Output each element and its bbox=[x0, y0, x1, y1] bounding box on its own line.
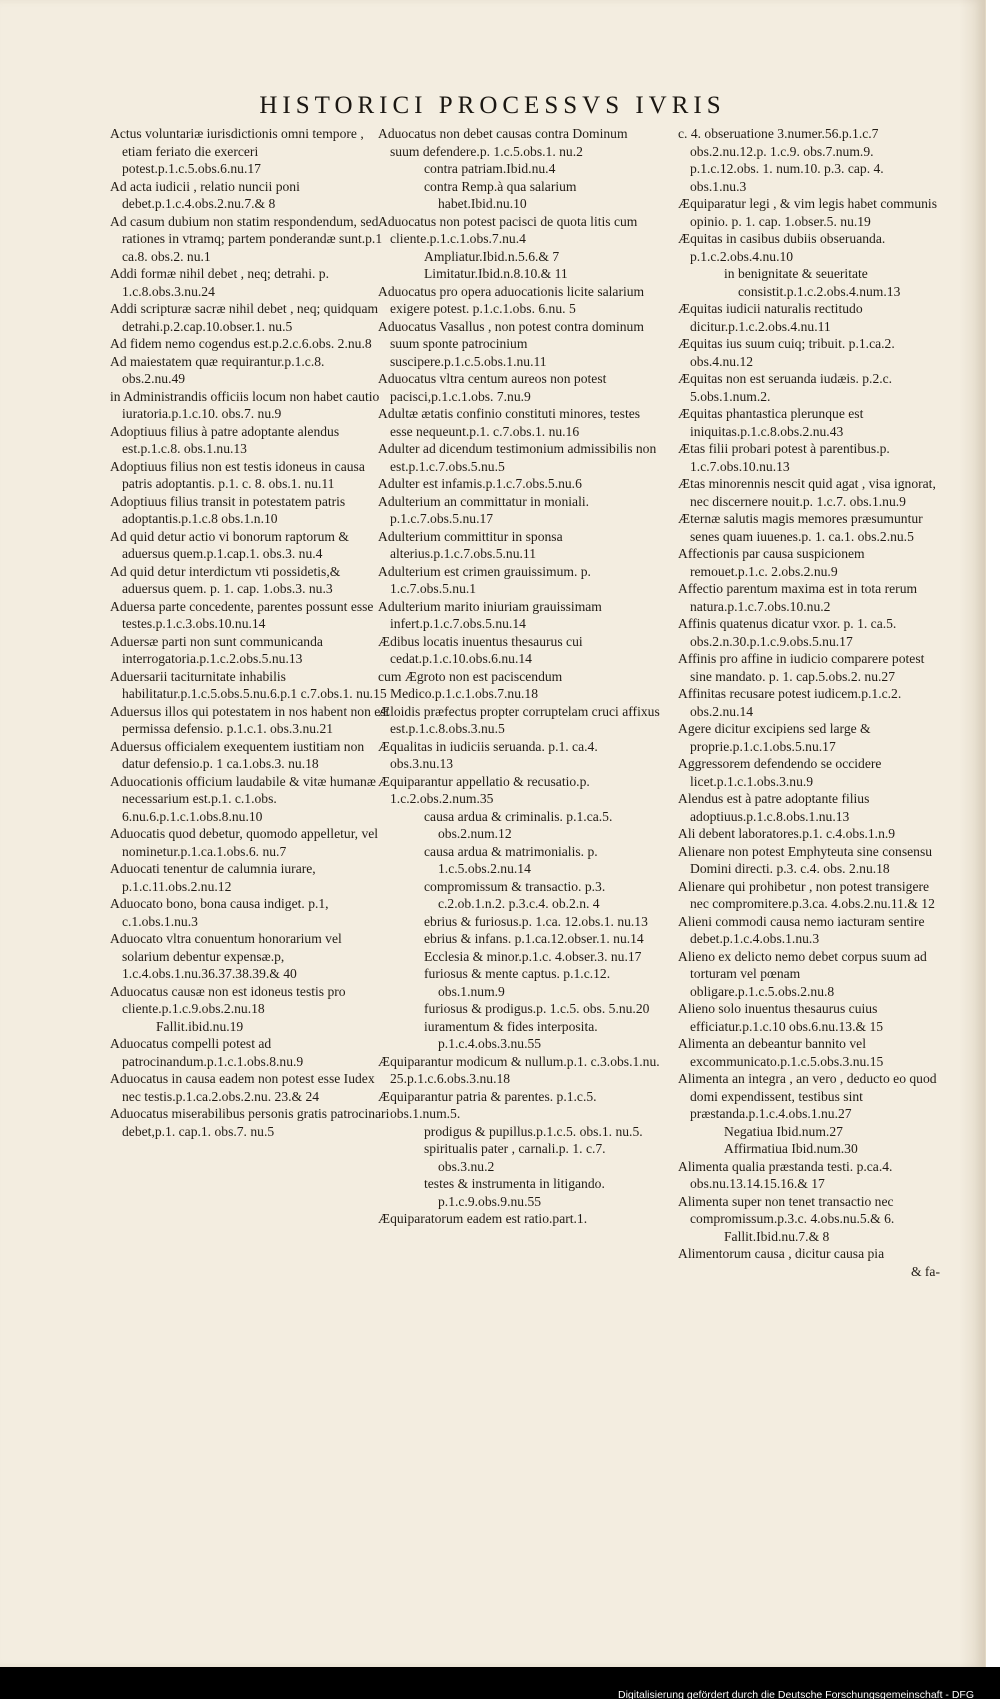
index-entry: Aduocato bono, bona causa indiget. p.1, c.1.obs.1.nu.3 bbox=[110, 896, 329, 929]
index-entry: Æquiparatorum eadem est ratio.part.1. bbox=[378, 1211, 588, 1226]
index-entry: Adulterium an committatur in moniali. p.1.c.7.obs.5.nu.17 bbox=[378, 493, 590, 526]
index-entry: Affectio parentum maxima est in tota rerum natura.p.1.c.7.obs.10.nu.2 bbox=[678, 581, 918, 614]
index-entry: Ad quid detur interdictum vti possidetis,& aduersus quem. p. 1. cap. 1.obs.3. nu.3 bbox=[110, 563, 341, 596]
index-entry: Aggressorem defendendo se occidere licet.p.1.c.1.obs.3.nu.9 bbox=[678, 756, 882, 789]
index-entry: Adoptiuus filius transit in potestatem patris adoptantis.p.1.c.8 obs.1.n.10 bbox=[110, 493, 346, 526]
index-entry: Æternæ salutis magis memores præsumuntur senes quam iuuenes.p. 1. ca.1. obs.2.nu.5 bbox=[678, 511, 923, 544]
index-entry: Addi formæ nihil debet , neq; detrahi. p. 1.c.8.obs.3.nu.24 bbox=[110, 266, 329, 299]
index-entry: Alieno ex delicto nemo debet corpus suum ad torturam vel pœnam obligare.p.1.c.5.obs.2.nu.8 bbox=[678, 948, 927, 999]
index-entry: in Administrandis officiis locum non habet cautio iuratoria.p.1.c.10. obs.7. nu.9 bbox=[110, 388, 380, 421]
index-entry: Alimenta qualia præstanda testi. p.ca.4. obs.nu.13.14.15.16.& 17 bbox=[678, 1158, 893, 1191]
index-entry: Aduocatus non debet causas contra Dominum suum defendere.p. 1.c.5.obs.1. nu.2 bbox=[378, 126, 628, 159]
index-entry: Æquiparatur legi , & vim legis habet communis opinio. p. 1. cap. 1.obser.5. nu.19 bbox=[678, 196, 937, 229]
index-entry: Ætas filii probari potest à parentibus.p. 1.c.7.obs.10.nu.13 bbox=[678, 441, 890, 474]
index-subentry: Limitatur.Ibid.n.8.10.& 11 bbox=[424, 266, 568, 281]
index-subentry: causa ardua & criminalis. p.1.ca.5. obs.2.num.12 bbox=[424, 808, 613, 841]
index-subentry: Negatiua Ibid.num.27 bbox=[724, 1123, 843, 1139]
index-subentry: Ecclesia & minor.p.1.c. 4.obser.3. nu.17 bbox=[424, 948, 642, 964]
index-entry: cum Ægroto non est paciscendum Medico.p.1.c.1.obs.7.nu.18 bbox=[378, 668, 563, 701]
index-entry: Aduersæ parti non sunt communicanda interrogatoria.p.1.c.2.obs.5.nu.13 bbox=[110, 633, 323, 666]
index-subentry: testes & instrumenta in litigando. p.1.c.9.obs.9.nu.55 bbox=[424, 1176, 605, 1209]
index-subentry: ebrius & infans. p.1.ca.12.obser.1. nu.14 bbox=[424, 931, 644, 946]
index-entry: Alienare qui prohibetur , non potest transigere nec compromitere.p.3.ca. 4.obs.2.nu.11.& 12 bbox=[678, 878, 935, 911]
index-entry: Ad quid detur actio vi bonorum raptorum & aduersus quem.p.1.cap.1. obs.3. nu.4 bbox=[110, 528, 349, 561]
index-entry: Aduocatus compelli potest ad patrocinandum.p.1.c.1.obs.8.nu.9 bbox=[110, 1036, 304, 1069]
index-entry: Alimenta an debeantur bannito vel excommunicato.p.1.c.5.obs.3.nu.15 bbox=[678, 1036, 884, 1069]
index-entry: Aduocatus vltra centum aureos non potest pacisci,p.1.c.1.obs. 7.nu.9 bbox=[378, 371, 607, 404]
index-entry: Adulterium committitur in sponsa alterius.p.1.c.7.obs.5.nu.11 bbox=[378, 528, 563, 561]
index-entry: Aduocatus Vasallus , non potest contra dominum suum sponte patrocinium suscipere.p.1.c.5.obs.1.nu.11 bbox=[378, 318, 644, 369]
index-entry: Aduocatus miserabilibus personis gratis patrocinari debet,p.1. cap.1. obs.7. nu.5 bbox=[110, 1106, 390, 1139]
index-entry: Æquiparantur patria & parentes. p.1.c.5. obs.1.num.5. bbox=[378, 1088, 597, 1121]
index-subentry: in benignitate & seueritate consistit.p.1.c.2.obs.4.num.13 bbox=[724, 266, 901, 299]
index-subentry: spiritualis pater , carnali.p. 1. c.7. obs.3.nu.2 bbox=[424, 1141, 606, 1174]
index-entry: Addi scripturæ sacræ nihil debet , neq; quidquam detrahi.p.2.cap.10.obser.1. nu.5 bbox=[110, 301, 379, 334]
index-entry: Æquiparantur modicum & nullum.p.1. c.3.obs.1.nu. 25.p.1.c.6.obs.3.nu.18 bbox=[378, 1053, 660, 1086]
index-column-3 bbox=[678, 125, 940, 1280]
index-entry: Affinitas recusare potest iudicem.p.1.c.2. obs.2.nu.14 bbox=[678, 686, 902, 719]
index-entry: Affinis pro affine in iudicio comparere potest sine mandato. p. 1. cap.5.obs.2. nu.27 bbox=[678, 651, 925, 684]
index-subentry: causa ardua & matrimonialis. p. 1.c.5.obs.2.nu.14 bbox=[424, 843, 598, 876]
index-entry: Alimenta super non tenet transactio nec compromissum.p.3.c. 4.obs.nu.5.& 6. bbox=[678, 1193, 895, 1226]
index-entry: Alimentorum causa , dicitur causa pia bbox=[678, 1246, 885, 1261]
index-subentry: ebrius & furiosus.p. 1.ca. 12.obs.1. nu.13 bbox=[424, 913, 648, 929]
index-entry: Adoptiuus filius à patre adoptante alendus est.p.1.c.8. obs.1.nu.13 bbox=[110, 423, 340, 456]
index-entry: Alendus est à patre adoptante filius adoptiuus.p.1.c.8.obs.1.nu.13 bbox=[678, 791, 870, 824]
index-entry: Ali debent laboratores.p.1. c.4.obs.1.n.9 bbox=[678, 826, 896, 841]
index-entry: Affinis quatenus dicatur vxor. p. 1. ca.5. obs.2.n.30.p.1.c.9.obs.5.nu.17 bbox=[678, 616, 897, 649]
index-entry: Aduocati tenentur de calumnia iurare, p.1.c.11.obs.2.nu.12 bbox=[110, 861, 316, 894]
index-entry: Aduocatus pro opera aduocationis licite salarium exigere potest. p.1.c.1.obs. 6.nu. 5 bbox=[378, 283, 645, 316]
index-entry: Æquiparantur appellatio & recusatio.p. 1.c.2.obs.2.num.35 bbox=[378, 773, 590, 806]
index-column-1 bbox=[110, 125, 390, 1140]
index-subentry: Ampliatur.Ibid.n.5.6.& 7 bbox=[424, 248, 560, 264]
index-entry: Æquitas ius suum cuiq; tribuit. p.1.ca.2. obs.4.nu.12 bbox=[678, 336, 895, 369]
index-entry: Aduersarii taciturnitate inhabilis habilitatur.p.1.c.5.obs.5.nu.6.p.1 c.7.obs.1. nu.15 bbox=[110, 668, 387, 701]
index-entry: Ætas minorennis nescit quid agat , visa ignorat, nec discernere nouit.p. 1.c.7. obs.1.nu.9 bbox=[678, 476, 936, 509]
index-entry: Ad maiestatem quæ requirantur.p.1.c.8. obs.2.nu.49 bbox=[110, 353, 325, 386]
index-subentry: contra Remp.à qua salarium habet.Ibid.nu.10 bbox=[424, 178, 577, 211]
index-entry: & fa- bbox=[910, 1263, 940, 1279]
index-subentry: furiosus & prodigus.p. 1.c.5. obs. 5.nu.20 bbox=[424, 1001, 650, 1016]
index-entry: Adultæ ætatis confinio constituti minores, testes esse nequeunt.p.1. c.7.obs.1. nu.16 bbox=[378, 406, 641, 439]
index-entry: Æloidis præfectus propter corruptelam cruci affixus est.p.1.c.8.obs.3.nu.5 bbox=[378, 703, 660, 736]
index-entry: Ad acta iudicii , relatio nuncii poni debet.p.1.c.4.obs.2.nu.7.& 8 bbox=[110, 178, 300, 211]
index-entry: Adulterium est crimen grauissimum. p. 1.c.7.obs.5.nu.1 bbox=[378, 563, 591, 596]
index-entry: Actus voluntariæ iurisdictionis omni tempore , etiam feriato die exerceri potest.p.1.c.5.obs.6.nu.17 bbox=[110, 126, 364, 176]
index-entry: Æqualitas in iudiciis seruanda. p.1. ca.4. obs.3.nu.13 bbox=[378, 738, 598, 771]
index-subentry: prodigus & pupillus.p.1.c.5. obs.1. nu.5. bbox=[424, 1123, 643, 1139]
index-column-2 bbox=[378, 125, 660, 1228]
index-entry: Adulter est infamis.p.1.c.7.obs.5.nu.6 bbox=[378, 476, 582, 491]
index-entry: Adulter ad dicendum testimonium admissibilis non est.p.1.c.7.obs.5.nu.5 bbox=[378, 441, 657, 474]
index-entry: Æquitas iudicii naturalis rectitudo dicitur.p.1.c.2.obs.4.nu.11 bbox=[678, 301, 863, 334]
footer-credit: Digitalisierung gefördert durch die Deutsche Forschungsgemeinschaft - DFG bbox=[617, 1689, 974, 1701]
index-subentry: contra patriam.Ibid.nu.4 bbox=[424, 161, 556, 176]
index-entry: Æquitas phantastica plerunque est iniquitas.p.1.c.8.obs.2.nu.43 bbox=[678, 406, 864, 439]
index-entry: Aduersus illos qui potestatem in nos habent non est permissa defensio. p.1.c.1. obs.3.nu.21 bbox=[110, 703, 390, 736]
index-entry: Adoptiuus filius non est testis idoneus in causa patris adoptantis. p.1. c. 8. obs.1. nu.11 bbox=[110, 458, 365, 491]
index-entry: Æquitas non est seruanda iudæis. p.2.c. 5.obs.1.num.2. bbox=[678, 371, 893, 404]
index-subentry: furiosus & mente captus. p.1.c.12. obs.1.num.9 bbox=[424, 966, 611, 999]
index-entry: Aduersa parte concedente, parentes possunt esse testes.p.1.c.3.obs.10.nu.14 bbox=[110, 598, 374, 631]
index-entry: Alieno solo inuentus thesaurus cuius efficiatur.p.1.c.10 obs.6.nu.13.& 15 bbox=[678, 1001, 884, 1034]
index-subentry: compromissum & transactio. p.3. c.2.ob.1.n.2. p.3.c.4. ob.2.n. 4 bbox=[424, 878, 606, 911]
page-gutter-shadow bbox=[959, 0, 985, 1667]
index-entry: c. 4. obseruatione 3.numer.56.p.1.c.7 obs.2.nu.12.p. 1.c.9. obs.7.num.9. p.1.c.12.obs. 1. num.10. p.3. cap. 4. obs.1.nu.3 bbox=[678, 126, 884, 194]
index-entry: Affectionis par causa suspicionem remouet.p.1.c. 2.obs.2.nu.9 bbox=[678, 546, 865, 579]
index-entry: Aduocationis officium laudabile & vitæ humanæ necessarium est.p.1. c.1.obs. 6.nu.6.p.1.c.1.obs.8.nu.10 bbox=[110, 773, 376, 824]
index-subentry: Affirmatiua Ibid.num.30 bbox=[724, 1141, 858, 1156]
index-subentry: Fallit.Ibid.nu.7.& 8 bbox=[724, 1228, 830, 1244]
index-subentry: iuramentum & fides interposita. p.1.c.4.obs.3.nu.55 bbox=[424, 1018, 598, 1051]
index-entry: Alienare non potest Emphyteuta sine consensu Domini directi. p.3. c.4. obs. 2.nu.18 bbox=[678, 843, 933, 876]
index-subentry: Fallit.ibid.nu.19 bbox=[156, 1018, 244, 1034]
index-entry: Agere dicitur excipiens sed large & proprie.p.1.c.1.obs.5.nu.17 bbox=[678, 721, 871, 754]
running-title: HISTORICI PROCESSVS IVRIS bbox=[259, 92, 726, 119]
index-entry: Adulterium marito iniuriam grauissimam infert.p.1.c.7.obs.5.nu.14 bbox=[378, 598, 602, 631]
index-entry: Ædibus locatis inuentus thesaurus cui cedat.p.1.c.10.obs.6.nu.14 bbox=[378, 633, 583, 666]
index-entry: Alieni commodi causa nemo iacturam sentire debet.p.1.c.4.obs.1.nu.3 bbox=[678, 913, 925, 946]
index-entry: Aduocato vltra conuentum honorarium vel solarium debentur expensæ.p, 1.c.4.obs.1.nu.36.37.38.39.& 40 bbox=[110, 931, 342, 981]
index-entry: Ad fidem nemo cogendus est.p.2.c.6.obs. 2.nu.8 bbox=[110, 336, 372, 351]
index-entry: Aduocatus in causa eadem non potest esse Iudex nec testis.p.1.ca.2.obs.2.nu. 23.& 24 bbox=[110, 1071, 375, 1104]
index-entry: Aduocatis quod debetur, quomodo appelletur, vel nominetur.p.1.ca.1.obs.6. nu.7 bbox=[110, 826, 379, 859]
index-entry: Æquitas in casibus dubiis obseruanda. p.1.c.2.obs.4.nu.10 bbox=[678, 231, 886, 264]
index-entry: Aduersus officialem exequentem iustitiam non datur defensio.p. 1 ca.1.obs.3. nu.18 bbox=[110, 738, 365, 771]
index-entry: Aduocatus non potest pacisci de quota litis cum cliente.p.1.c.1.obs.7.nu.4 bbox=[378, 213, 638, 246]
index-entry: Ad casum dubium non statim respondendum, sed rationes in vtramq; partem ponderandæ sunt.p.1 ca.8. obs.2. nu.1 bbox=[110, 213, 383, 264]
index-entry: Alimenta an integra , an vero , deducto eo quod domi expendissent, testibus sint præstanda.p.1.c.4.obs.1.nu.27 bbox=[678, 1071, 937, 1121]
index-entry: Aduocatus causæ non est idoneus testis pro cliente.p.1.c.9.obs.2.nu.18 bbox=[110, 983, 346, 1016]
